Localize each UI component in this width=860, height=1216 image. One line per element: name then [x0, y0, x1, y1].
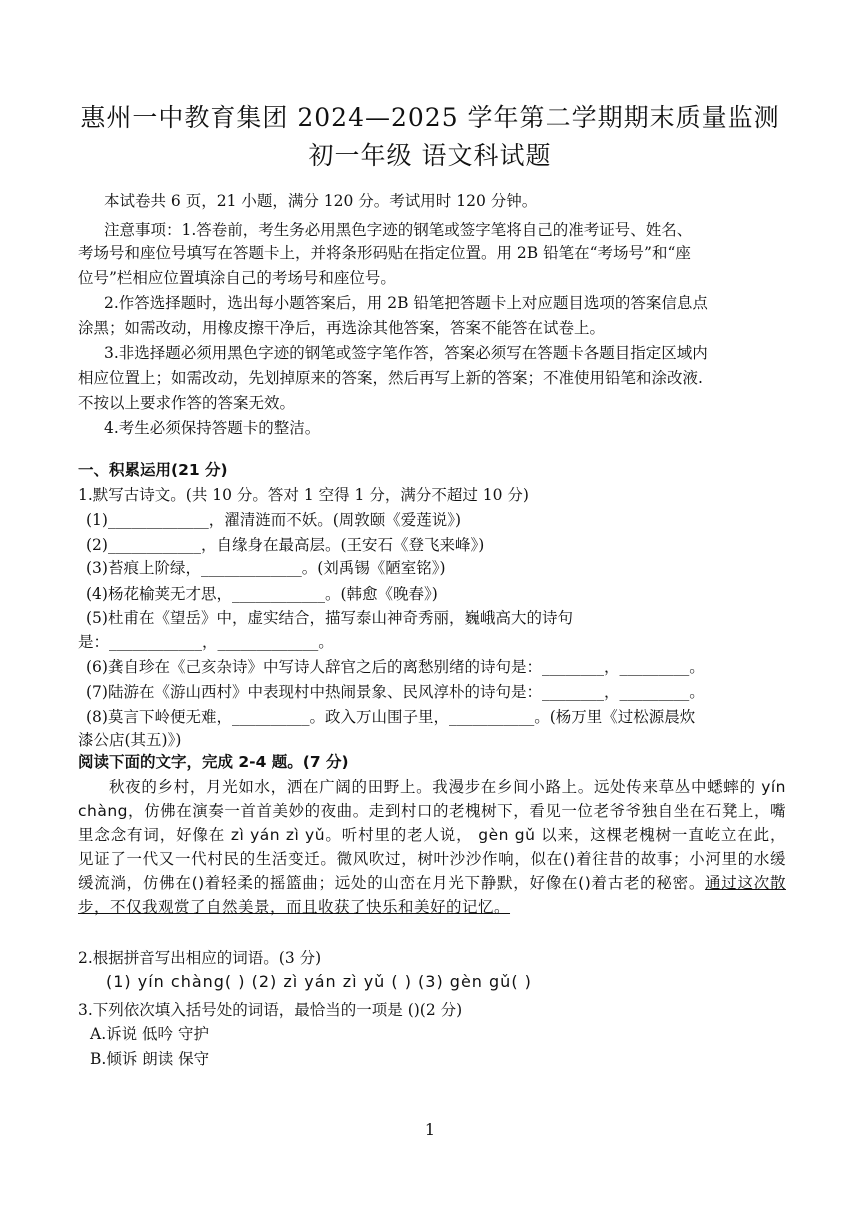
q1-item: (1)_____________，濯清涟而不妖。(周敦颐《爱莲说》)	[86, 511, 462, 529]
passage-text: 秋夜的乡村，月光如水，洒在广阔的田野上。我漫步在乡间小路上。远处传来草丛中蟋蟀的 yín chàng，仿佛在演奏一首首美妙的夜曲。走到村口的老槐树下，看见一位老爷爷独自坐在石凳上，嘴里念念有词，好像在 zì yán zì yǔ。听村里的老人说， gèn gǔ 以来，这棵老槐树一直屹立在此，见证了一代又一代村民的生活变迁。微风吹过，树叶沙沙作响，似在()着往昔的故事；小河里的水缓缓流淌，仿佛在()着轻柔的摇篮曲；远处的山峦在月光下静默，好像在()着古老的秘密。	[78, 778, 786, 892]
question-heading: 1.默写古诗文。(共 10 分。答对 1 空得 1 分，满分不超过 10 分)	[78, 486, 529, 504]
q1-item: (6)龚自珍在《己亥杂诗》中写诗人辞官之后的离愁别绪的诗句是：________，_________。	[86, 658, 705, 676]
underlined-sentence: 通过这次散步，不仅我观赏了自然美景，而且收获了快乐和美好的记忆。	[78, 874, 786, 916]
question-heading: 3.下列依次填入括号处的词语，最恰当的一项是 ()(2 分)	[78, 1001, 463, 1019]
q1-item: 是：____________，_____________。	[78, 633, 334, 651]
intro-line: 注意事项：1.答卷前，考生务必用黑色字迹的钢笔或签字笔将自己的准考证号、姓名、	[104, 221, 693, 239]
option-a: A.诉说 低吟 守护	[90, 1025, 209, 1043]
section-heading: 一、积累运用(21 分)	[78, 461, 228, 479]
intro-line: 考场号和座位号填写在答题卡上，并将条形码贴在指定位置。用 2B 铅笔在“考场号”和“座	[78, 244, 691, 262]
q1-item: (3)苔痕上阶绿，_____________。(刘禹锡《陋室铭》)	[86, 559, 446, 577]
q1-item: (7)陆游在《游山西村》中表现村中热闹景象、民风淳朴的诗句是：________，_________。	[86, 683, 705, 701]
page-number: 1	[424, 1120, 436, 1139]
q1-item: (5)杜甫在《望岳》中，虚实结合，描写泰山神奇秀丽，巍峨高大的诗句	[86, 609, 573, 627]
exam-subtitle: 初一年级 语文科试题	[308, 141, 552, 170]
q1-item: 漆公店(其五)》)	[78, 731, 182, 749]
question-heading: 2.根据拼音写出相应的词语。(3 分)	[78, 949, 322, 967]
intro-line: 相应位置上；如需改动，先划掉原来的答案，然后再写上新的答案；不准使用铅笔和涂改液.	[78, 369, 703, 387]
intro-line: 3.非选择题必须用黑色字迹的钢笔或签字笔作答，答案必须写在答题卡各题目指定区域内	[104, 344, 708, 362]
intro-line: 本试卷共 6 页，21 小题，满分 120 分。考试用时 120 分钟。	[104, 192, 538, 210]
passage-paragraph	[78, 775, 786, 919]
reading-passage	[78, 775, 786, 919]
exam-title: 惠州一中教育集团 2024—2025 学年第二学期期末质量监测	[80, 103, 780, 132]
intro-line: 2.作答选择题时，选出每小题答案后，用 2B 铅笔把答题卡上对应题目选项的答案信息点	[104, 294, 708, 312]
option-b: B.倾诉 朗读 保守	[90, 1050, 210, 1068]
pinyin-row: (1) yín chàng( ) (2) zì yán zì yǔ ( ) (3) gèn gǔ( )	[106, 972, 532, 991]
reading-heading: 阅读下面的文字，完成 2-4 题。(7 分)	[78, 753, 349, 771]
intro-line: 涂黑；如需改动，用橡皮擦干净后，再选涂其他答案，答案不能答在试卷上。	[78, 319, 606, 337]
q1-item: (4)杨花榆荚无才思，____________。(韩愈《晚春》)	[86, 585, 438, 603]
intro-line: 不按以上要求作答的答案无效。	[78, 394, 296, 412]
intro-line: 4.考生必须保持答题卡的整洁。	[104, 419, 321, 437]
q1-item: (2)____________，自缘身在最高层。(王安石《登飞来峰》)	[86, 536, 485, 554]
intro-line: 位号”栏相应位置填涂自己的考场号和座位号。	[78, 269, 396, 287]
q1-item: (8)莫言下岭便无难，__________。政入万山围子里，___________。(杨万里《过松源晨炊	[86, 708, 696, 726]
